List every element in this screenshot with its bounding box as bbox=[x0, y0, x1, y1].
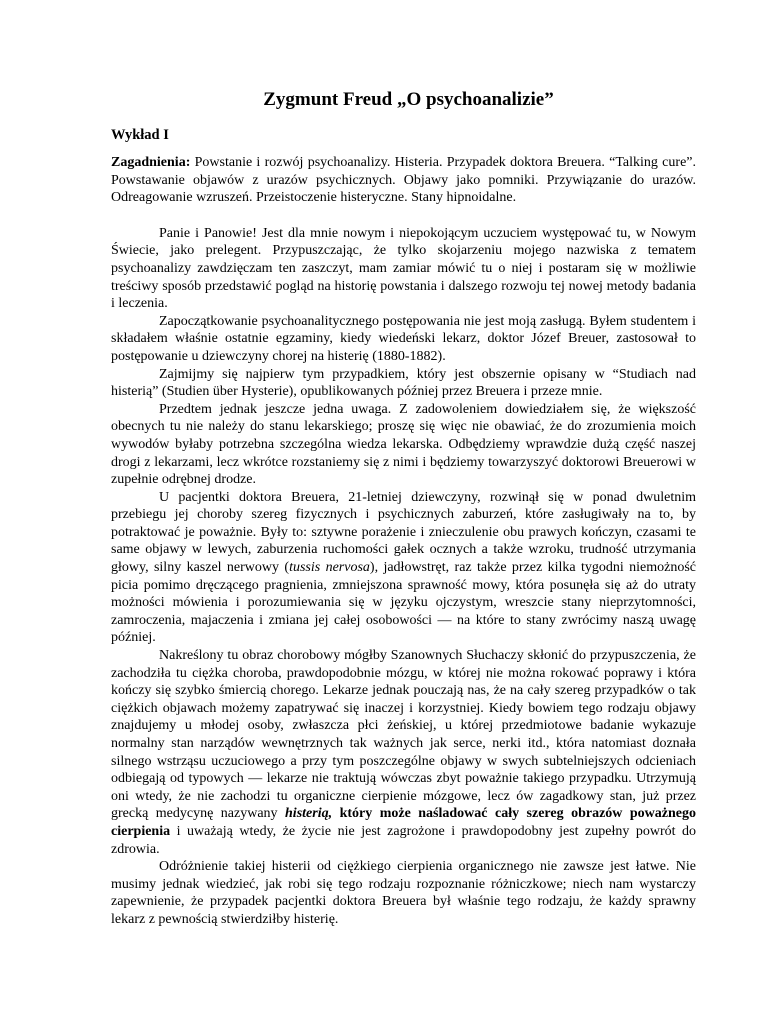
paragraph-4: Przedtem jednak jeszcze jedna uwaga. Z zadowoleniem dowiedziałem się, że większość obecnych tu nie należy do stanu lekarskiego; proszę się więc nie obawiać, że do zrozumienia moich wywodów byłaby potrzebna szczególna wiedza lekarska. Odbędziemy wprawdzie dużą część naszej drogi z lekarzami, lecz wkrótce rozstaniemy się z nimi i będziemy towarzyszyć doktorowi Breuerowi w zupełnie odrębnej drodze. bbox=[111, 401, 696, 488]
paragraph-6 bbox=[111, 647, 696, 858]
paragraph-6-text-b: i uważają wtedy, że życie nie jest zagrożone i prawdopodobny jest zupełny powrót do zdrowia. bbox=[111, 823, 696, 857]
lecture-heading: Wykład I bbox=[111, 127, 169, 143]
paragraph-6-bold: który może naśladować cały szereg obrazów poważnego cierpienia bbox=[111, 806, 696, 839]
topics-label: Zagadnienia: bbox=[111, 155, 191, 170]
paragraph-5-italic: tussis nervosa bbox=[289, 560, 370, 576]
topics-paragraph bbox=[111, 154, 696, 207]
paragraph-7: Odróżnienie takiej histerii od ciężkiego cierpienia organicznego nie zawsze jest łatwe. Nie musimy jednak wiedzieć, jak robi się tego rodzaju rozpoznanie różniczkowe; niech nam wystarczy zapewnienie, że przypadek pacjentki doktora Breuera był właśnie tego rodzaju, że każdy sprawny lekarz z pewnością stwierdziłby histerię. bbox=[111, 859, 696, 927]
document-title: Zygmunt Freud „O psychoanalizie” bbox=[263, 89, 554, 110]
topics-text: Powstanie i rozwój psychoanalizy. Histeria. Przypadek doktora Breuera. “Talking cure”. Powstawanie objawów z urazów psychicznych. Objawy jako pomniki. Przywiązanie do urazów. Odreagowanie wzruszeń. Przeistoczenie histeryczne. Stany hipnoidalne. bbox=[111, 155, 696, 206]
paragraph-5 bbox=[111, 489, 696, 647]
paragraph-5-text-a: U pacjentki doktora Breuera, 21-letniej dziewczyny, rozwinął się w ponad dwuletnim przebiegu jej choroby szereg fizycznych i psychicznych zaburzeń, które zasługiwały na to, by potraktować je poważnie. Były to: sztywne porażenie i znieczulenie obu prawych kończyn, czasami te same objawy w lewych, zaburzenia ruchomości gałek ocznych a także wzroku, trudność utrzymania głowy, silny kaszel nerwowy ( bbox=[111, 489, 696, 576]
paragraph-1: Panie i Panowie! Jest dla mnie nowym i niepokojącym uczuciem występować tu, w Nowym Świecie, jako prelegent. Przypuszczając, że tylko skojarzeniu mojego nazwiska z tematem psychoanalizy zawdzięczam ten zaszczyt, mam zamiar mówić tu o niej i postaram się w możliwie treściwy sposób przedstawić pogląd na historię powstania i dalszego rozwoju tej nowej metody badania i leczenia. bbox=[111, 225, 696, 312]
paragraph-3: Zajmijmy się najpierw tym przypadkiem, który jest obszernie opisany w “Studiach nad histerią” (Studien über Hysterie), opublikowanych później przez Breuera i przeze mnie. bbox=[111, 366, 696, 400]
paragraph-6-bold-italic: histerią, bbox=[285, 806, 333, 822]
paragraph-6-text-a: Nakreślony tu obraz chorobowy mógłby Szanownych Słuchaczy skłonić do przypuszczenia, że zachodziła tu ciężka choroba, prawdopodobnie mózgu, w której nie można rokować poprawy i która kończy się szybko śmiercią chorego. Lekarze jednak pouczają nas, że na cały szereg przypadków o tak ciężkich objawach możemy zapatrywać się inaczej i korzystniej. Kiedy bowiem tego rodzaju objawy znajdujemy u młodej osoby, zwłaszcza płci żeńskiej, u której przedmiotowe badanie wykazuje normalny stan narządów wewnętrznych tak ważnych jak serce, nerki itd., która natomiast doznała silnego wstrząsu uczuciowego a przy tym poszczególne objawy w swych subtelniejszych odcieniach odbiegają od typowych — lekarze nie traktują wówczas zbyt poważnie takiego przypadku. Utrzymują oni wtedy, że nie zachodzi tu organiczne cierpienie mózgowe, lecz ów zagadkowy stan, już przez grecką medycynę nazywany bbox=[111, 648, 696, 822]
paragraph-5-text-b: ), jadłowstręt, raz także przez kilka tygodni niemożność picia pomimo dręczącego pragnienia, zmniejszona sprawność mowy, która posunęła się aż do utraty możności mówienia i porozumiewania się w języku ojczystym, wreszcie stany nieprzytomności, zamroczenia, majaczenia i zmiana jej całej osobowości — na które to stany zwrócimy naszą uwagę później. bbox=[111, 560, 696, 646]
paragraph-2: Zapoczątkowanie psychoanalitycznego postępowania nie jest moją zasługą. Byłem studentem i składałem właśnie ostatnie egzaminy, kiedy wiedeński lekarz, doktor Józef Breuer, zastosował to postępowanie u dziewczyny chorej na histerię (1880-1882). bbox=[111, 313, 696, 364]
paragraph-gap bbox=[111, 207, 696, 225]
